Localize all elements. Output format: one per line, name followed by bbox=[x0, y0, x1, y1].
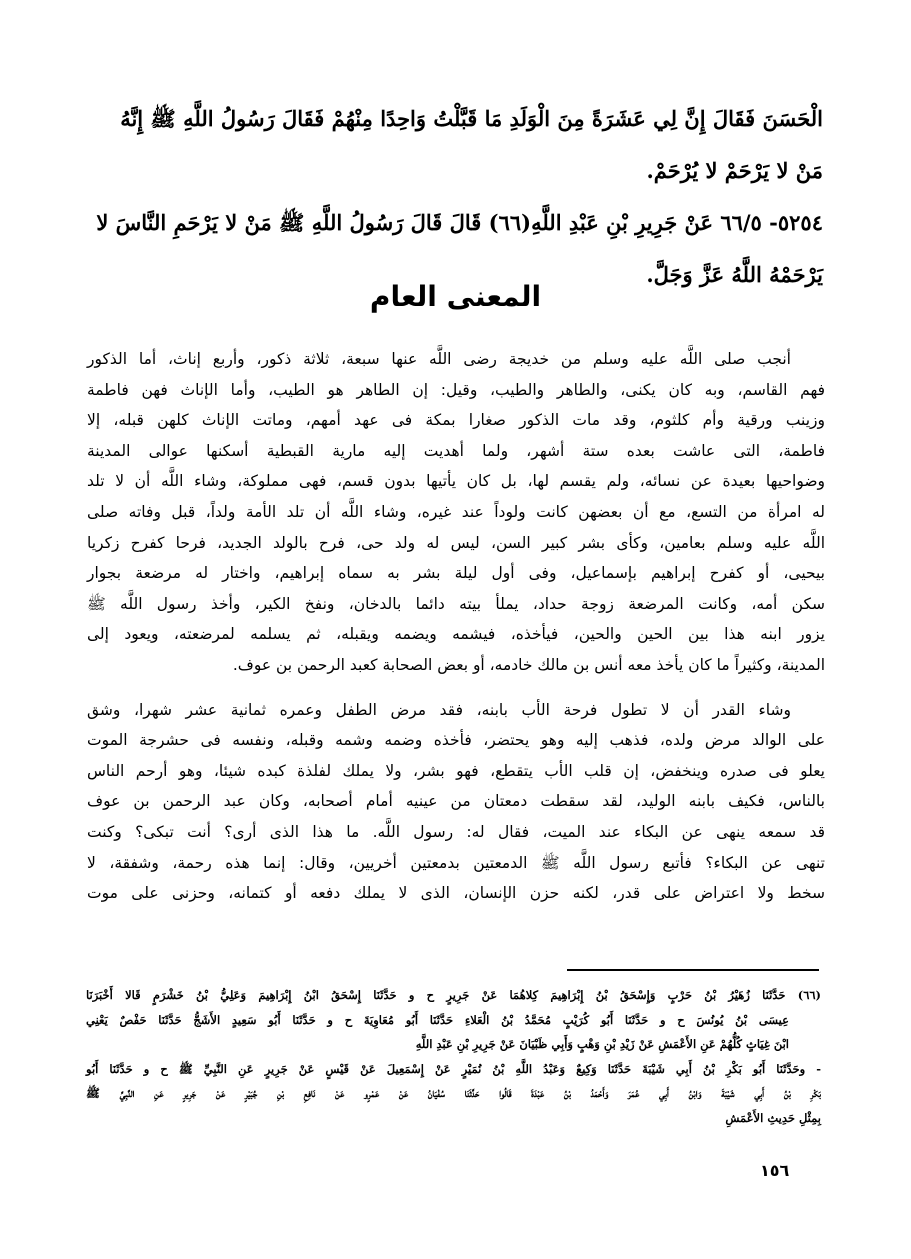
paragraph-line: وضواحيها بعيدة عن نسائه، ولم يقسم لها، بل كان يأتيها بدون قسم، فهى مملوكة، وشاء اللَّه أن لا تلد bbox=[87, 472, 825, 491]
footnote-separator bbox=[567, 969, 819, 971]
paragraph-line: وشاء القدر أن لا تطول فرحة الأب بابنه، فقد مرض الطفل وعمره ثمانية عشر شهرا، وشق bbox=[87, 700, 791, 719]
paragraph-line: فاطمة، التى عاشت بعده ستة أشهر، ولما أهديت إليه مارية القبطية أسكنها عوالى المدينة bbox=[87, 441, 825, 460]
paragraph-line: المدينة، وكثيراً ما كان يأخذ معه أنس بن مالك خادمه، أو بعض الصحابة كعبد الرحمن بن عوف. bbox=[232, 655, 825, 674]
paragraph-line: يزور ابنه هذا بين الحين والحين، فيأخذه، فيشمه ويضمه ويقبله، ثم يسلمه لمرضعته، ويعود إلى bbox=[87, 625, 825, 644]
paragraph-line: فهم القاسم، وبه كان يكنى، والطاهر والطيب، وقيل: إن الطاهر هو الطيب، وأما الإناث فهن فاطمة bbox=[87, 380, 825, 399]
paragraph-line: تنهى عن البكاء؟ فأتبع رسول اللَّه ﷺ الدمعتين بدمعتين أخريين، وقال: إنما هذه رحمة، وشفقة، لا bbox=[87, 853, 825, 872]
paragraph-line: اللَّه عليه وسلم بعامين، وكأى بشر كبير السن، ليس له ولد حى، فرح بالولد الجديد، فرحا كفرح زكريا bbox=[87, 533, 825, 552]
paragraph-line: له امرأة من التسع، مع أن بعضهن كانت ولوداً عند غيره، وشاء اللَّه أن تلد الأمة ولداً، قبل وفاته صلى bbox=[87, 502, 825, 521]
footnotes bbox=[86, 983, 821, 1130]
paragraph-line: بالناس، فكيف بابنه الوليد، لقد سقطت دمعتان من عينيه أمام أصحابه، وكان عبد الرحمن بن عوف bbox=[87, 792, 825, 811]
footnote-line: - وحَدَّثَنَا أَبُو بَكْرِ بْنُ أَبِي شَيْبَةَ حَدَّثَنَا وَكِيعٌ وَعَبْدُ اللَّهِ بْنُ نُمَيْرٍ عَنْ إِسْمَعِيلَ عَنْ قَيْسٍ عَنْ جَرِيرٍ عَنِ النَّبِيِّ ﷺ ح و حَدَّثَنَا أَبُو bbox=[86, 1061, 821, 1076]
footnote-line: ابْنَ غِيَاثٍ كُلُّهُمْ عَنِ الأَعْمَشِ عَنْ زَيْدِ بْنِ وَهْبٍ وَأَبِي ظَبْيَانَ عَنْ جَرِيرِ بْنِ عَبْدِ اللَّهِ bbox=[415, 1037, 789, 1051]
hadith-line: مَنْ لا يَرْحَمْ لا يُرْحَمْ. bbox=[646, 158, 823, 183]
commentary-body bbox=[87, 344, 825, 909]
footnote-line: عِيسَى بْنُ يُونُسَ ح و حَدَّثَنَا أَبُو كُرَيْبٍ مُحَمَّدُ بْنُ الْعَلاءِ حَدَّثَنَا أَبُو مُعَاوِيَةَ ح و حَدَّثَنَا أَبُو سَعِيدٍ الأَشَجُّ حَدَّثَنَا حَفْصٌ يَعْنِي bbox=[86, 1012, 789, 1027]
paragraph-line: على الوالد مرض ولده، فذهب إليه وهو يحتضر، فأخذه وضمه وشمه وقبله، ونفسه فى حشرجة الموت bbox=[87, 731, 825, 750]
hadith-line-numbered: ٥٢٥٤- ٦٦/٥ عَنْ جَرِيرِ بْنِ عَبْدِ اللَّهِ(٦٦) قَالَ قَالَ رَسُولُ اللَّهِ ﷺ مَنْ لا يَرْحَمِ النَّاسَ لا bbox=[96, 210, 823, 235]
page-number: ١٥٦ bbox=[760, 1161, 790, 1180]
footnote-line: بِمِثْلِ حَدِيثِ الأَعْمَشِ bbox=[725, 1110, 821, 1125]
hadith-line: الْحَسَنَ فَقَالَ إِنَّ لِي عَشَرَةً مِنَ الْوَلَدِ مَا قَبَّلْتُ وَاحِدًا مِنْهُمْ فَقَالَ رَسُولُ اللَّهِ ﷺ إِنَّهُ bbox=[120, 106, 823, 131]
hadith-text bbox=[88, 93, 823, 301]
section-heading: المعنى العام bbox=[369, 280, 542, 313]
footnote-line: بَكْرِ بْنُ أَبِي شَيْبَةَ وَابْنُ أَبِي عُمَرَ وَأَحْمَدُ بْنُ عَبْدَةَ قَالُوا حَدَّثَنَا سُفْيَانُ عَنْ عَمْرٍو عَنْ نَافِعِ بْنِ جُبَيْرٍ عَنْ جَرِيرٍ عَنِ النَّبِيِّ ﷺ bbox=[86, 1086, 821, 1100]
paragraph-line: قد سمعه ينهى عن البكاء عند الميت، فقال له: رسول اللَّه. ما هذا الذى أرى؟ أنت تبكى؟ وكنت bbox=[87, 822, 825, 841]
paragraph-line: بيحيى، أو كفرح إبراهيم بإسماعيل، وفى أول ليلة بشر به سماه إبراهيم، واختار له مرضعة بجوار bbox=[87, 564, 825, 583]
paragraph-line: سكن أمه، وكانت المرضعة زوجة حداد، يملأ بيته دائما بالدخان، ونفخ الكير، وأخذ رسول اللَّه ﷺ bbox=[87, 594, 825, 613]
paragraph-line: يعلو فى صدره وينخفض، إن قلب الأب يتقطع، فهو بشر، ولا يملك لفلذة كبده شيئا، وهو أرحم الناس bbox=[87, 761, 825, 780]
footnote-line: (٦٦) حَدَّثَنَا زُهَيْرُ بْنُ حَرْبٍ وَإِسْحَقُ بْنُ إِبْرَاهِيمَ كِلاهُمَا عَنْ جَرِيرٍ ح و حَدَّثَنَا إِسْحَقُ ابْنُ إِبْرَاهِيمَ وَعَلِيُّ بْنُ خَشْرَمٍ قَالا أَخْبَرَنَا bbox=[86, 988, 821, 1002]
paragraph-line: سخط ولا اعتراض على قدر، لكنه حزن الإنسان، الذى لا يملك دفعه أو كتمانه، وحزنى على موت bbox=[87, 884, 825, 903]
paragraph-line: وزينب ورقية وأم كلثوم، وقد مات الذكور صغارا بمكة فى عهد أمهم، وماتت الإناث كلهن قبله، إلا bbox=[87, 411, 825, 430]
hadith-line: يَرْحَمْهُ اللَّهُ عَزَّ وَجَلَّ. bbox=[646, 262, 823, 287]
paragraph-line: أنجب صلى اللَّه عليه وسلم من خديجة رضى اللَّه عنها سبعة، ثلاثة ذكور، وأربع إناث، أما الذكور bbox=[87, 350, 791, 368]
